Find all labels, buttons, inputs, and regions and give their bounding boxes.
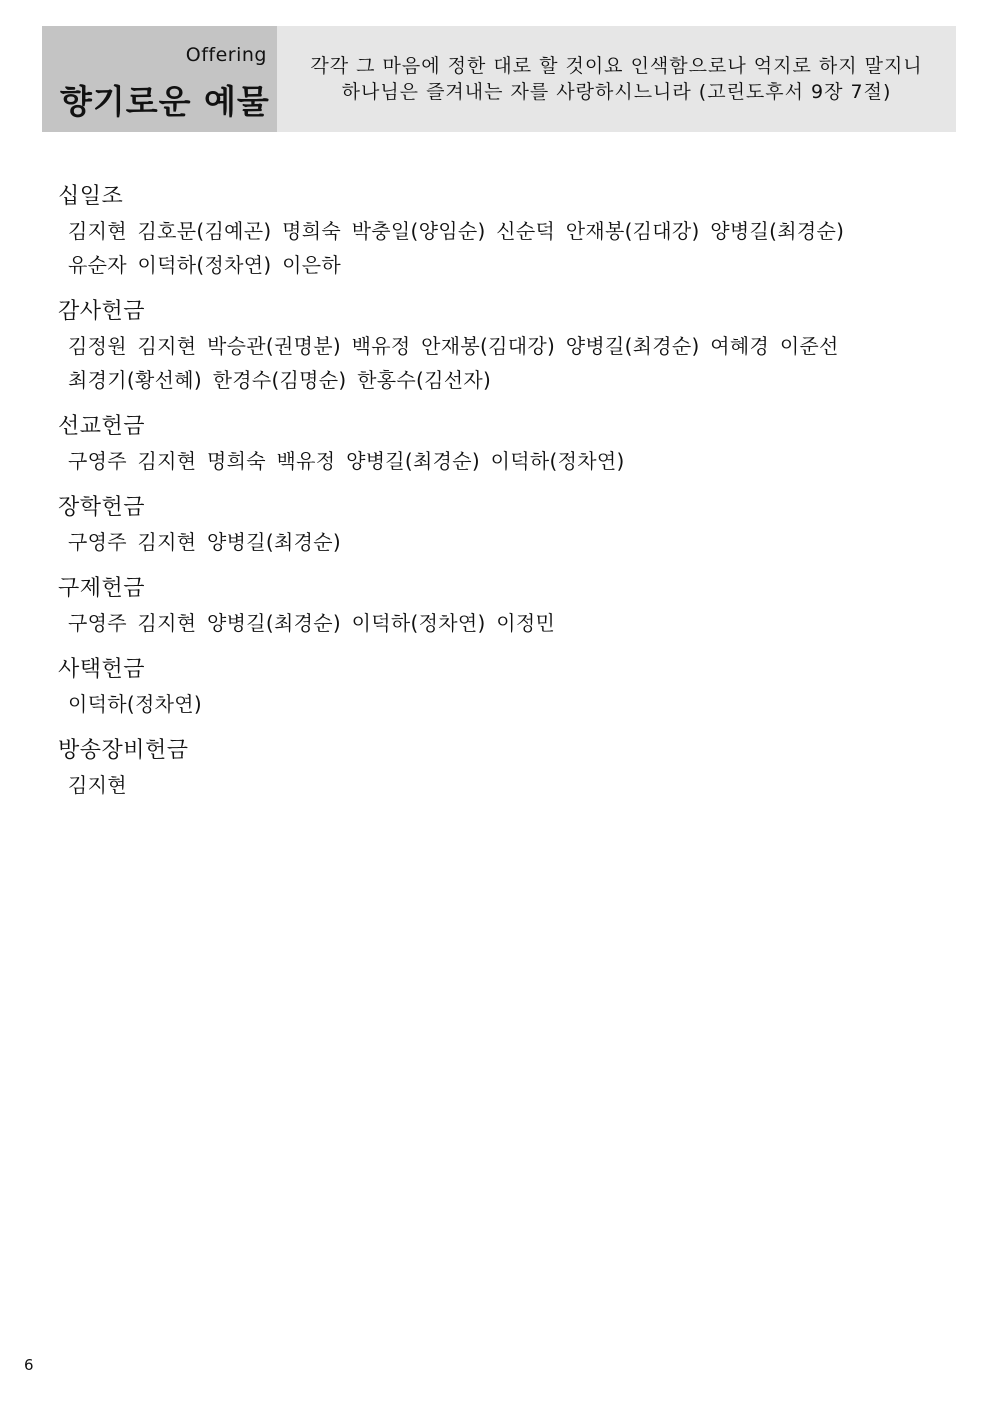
- verse-line-2: 하나님은 즐겨내는 자를 사랑하시느니라 (고린도후서 9장 7절): [341, 81, 892, 103]
- section-thanksgiving: [58, 295, 938, 397]
- names-line: 구영주 김지현 양병길(최경순): [68, 530, 341, 554]
- names-line: 최경기(황선혜) 한경수(김명순) 한홍수(김선자): [68, 368, 492, 392]
- section-relief: [58, 572, 938, 640]
- section-mission: [58, 410, 938, 478]
- names-line: 김정원 김지현 박승관(권명분) 백유정 안재봉(김대강) 양병길(최경순) 여혜경 이준선: [68, 334, 839, 358]
- header-title: 향기로운 예물: [60, 82, 270, 121]
- header-verse: [277, 26, 956, 132]
- section-broadcast-equipment: [58, 734, 938, 802]
- names-line: 구영주 김지현 명희숙 백유정 양병길(최경순) 이덕하(정차연): [68, 449, 625, 473]
- offering-sections: [58, 180, 938, 815]
- section-title: 방송장비헌금: [58, 738, 189, 763]
- section-scholarship: [58, 491, 938, 559]
- section-title: 선교헌금: [58, 414, 146, 439]
- header-title-box: [42, 26, 277, 132]
- section-title: 장학헌금: [58, 495, 146, 520]
- section-title: 감사헌금: [58, 299, 146, 324]
- names-line: 이덕하(정차연): [68, 692, 202, 716]
- names-line: 김지현 김호문(김예곤) 명희숙 박충일(양임순) 신순덕 안재봉(김대강) 양병길(최경순): [68, 219, 845, 243]
- section-title: 구제헌금: [58, 576, 146, 601]
- verse-line-1: 각각 그 마음에 정한 대로 할 것이요 인색함으로나 억지로 하지 말지니: [310, 55, 923, 77]
- page-number: 6: [24, 1356, 34, 1374]
- section-title: 십일조: [58, 184, 124, 209]
- section-tithe: [58, 180, 938, 282]
- names-line: 김지현: [68, 773, 127, 797]
- names-line: 유순자 이덕하(정차연) 이은하: [68, 253, 341, 277]
- section-parsonage: [58, 653, 938, 721]
- names-line: 구영주 김지현 양병길(최경순) 이덕하(정차연) 이정민: [68, 611, 556, 635]
- header-subtitle: Offering: [185, 44, 267, 66]
- section-title: 사택헌금: [58, 657, 146, 682]
- offering-header: [42, 26, 956, 132]
